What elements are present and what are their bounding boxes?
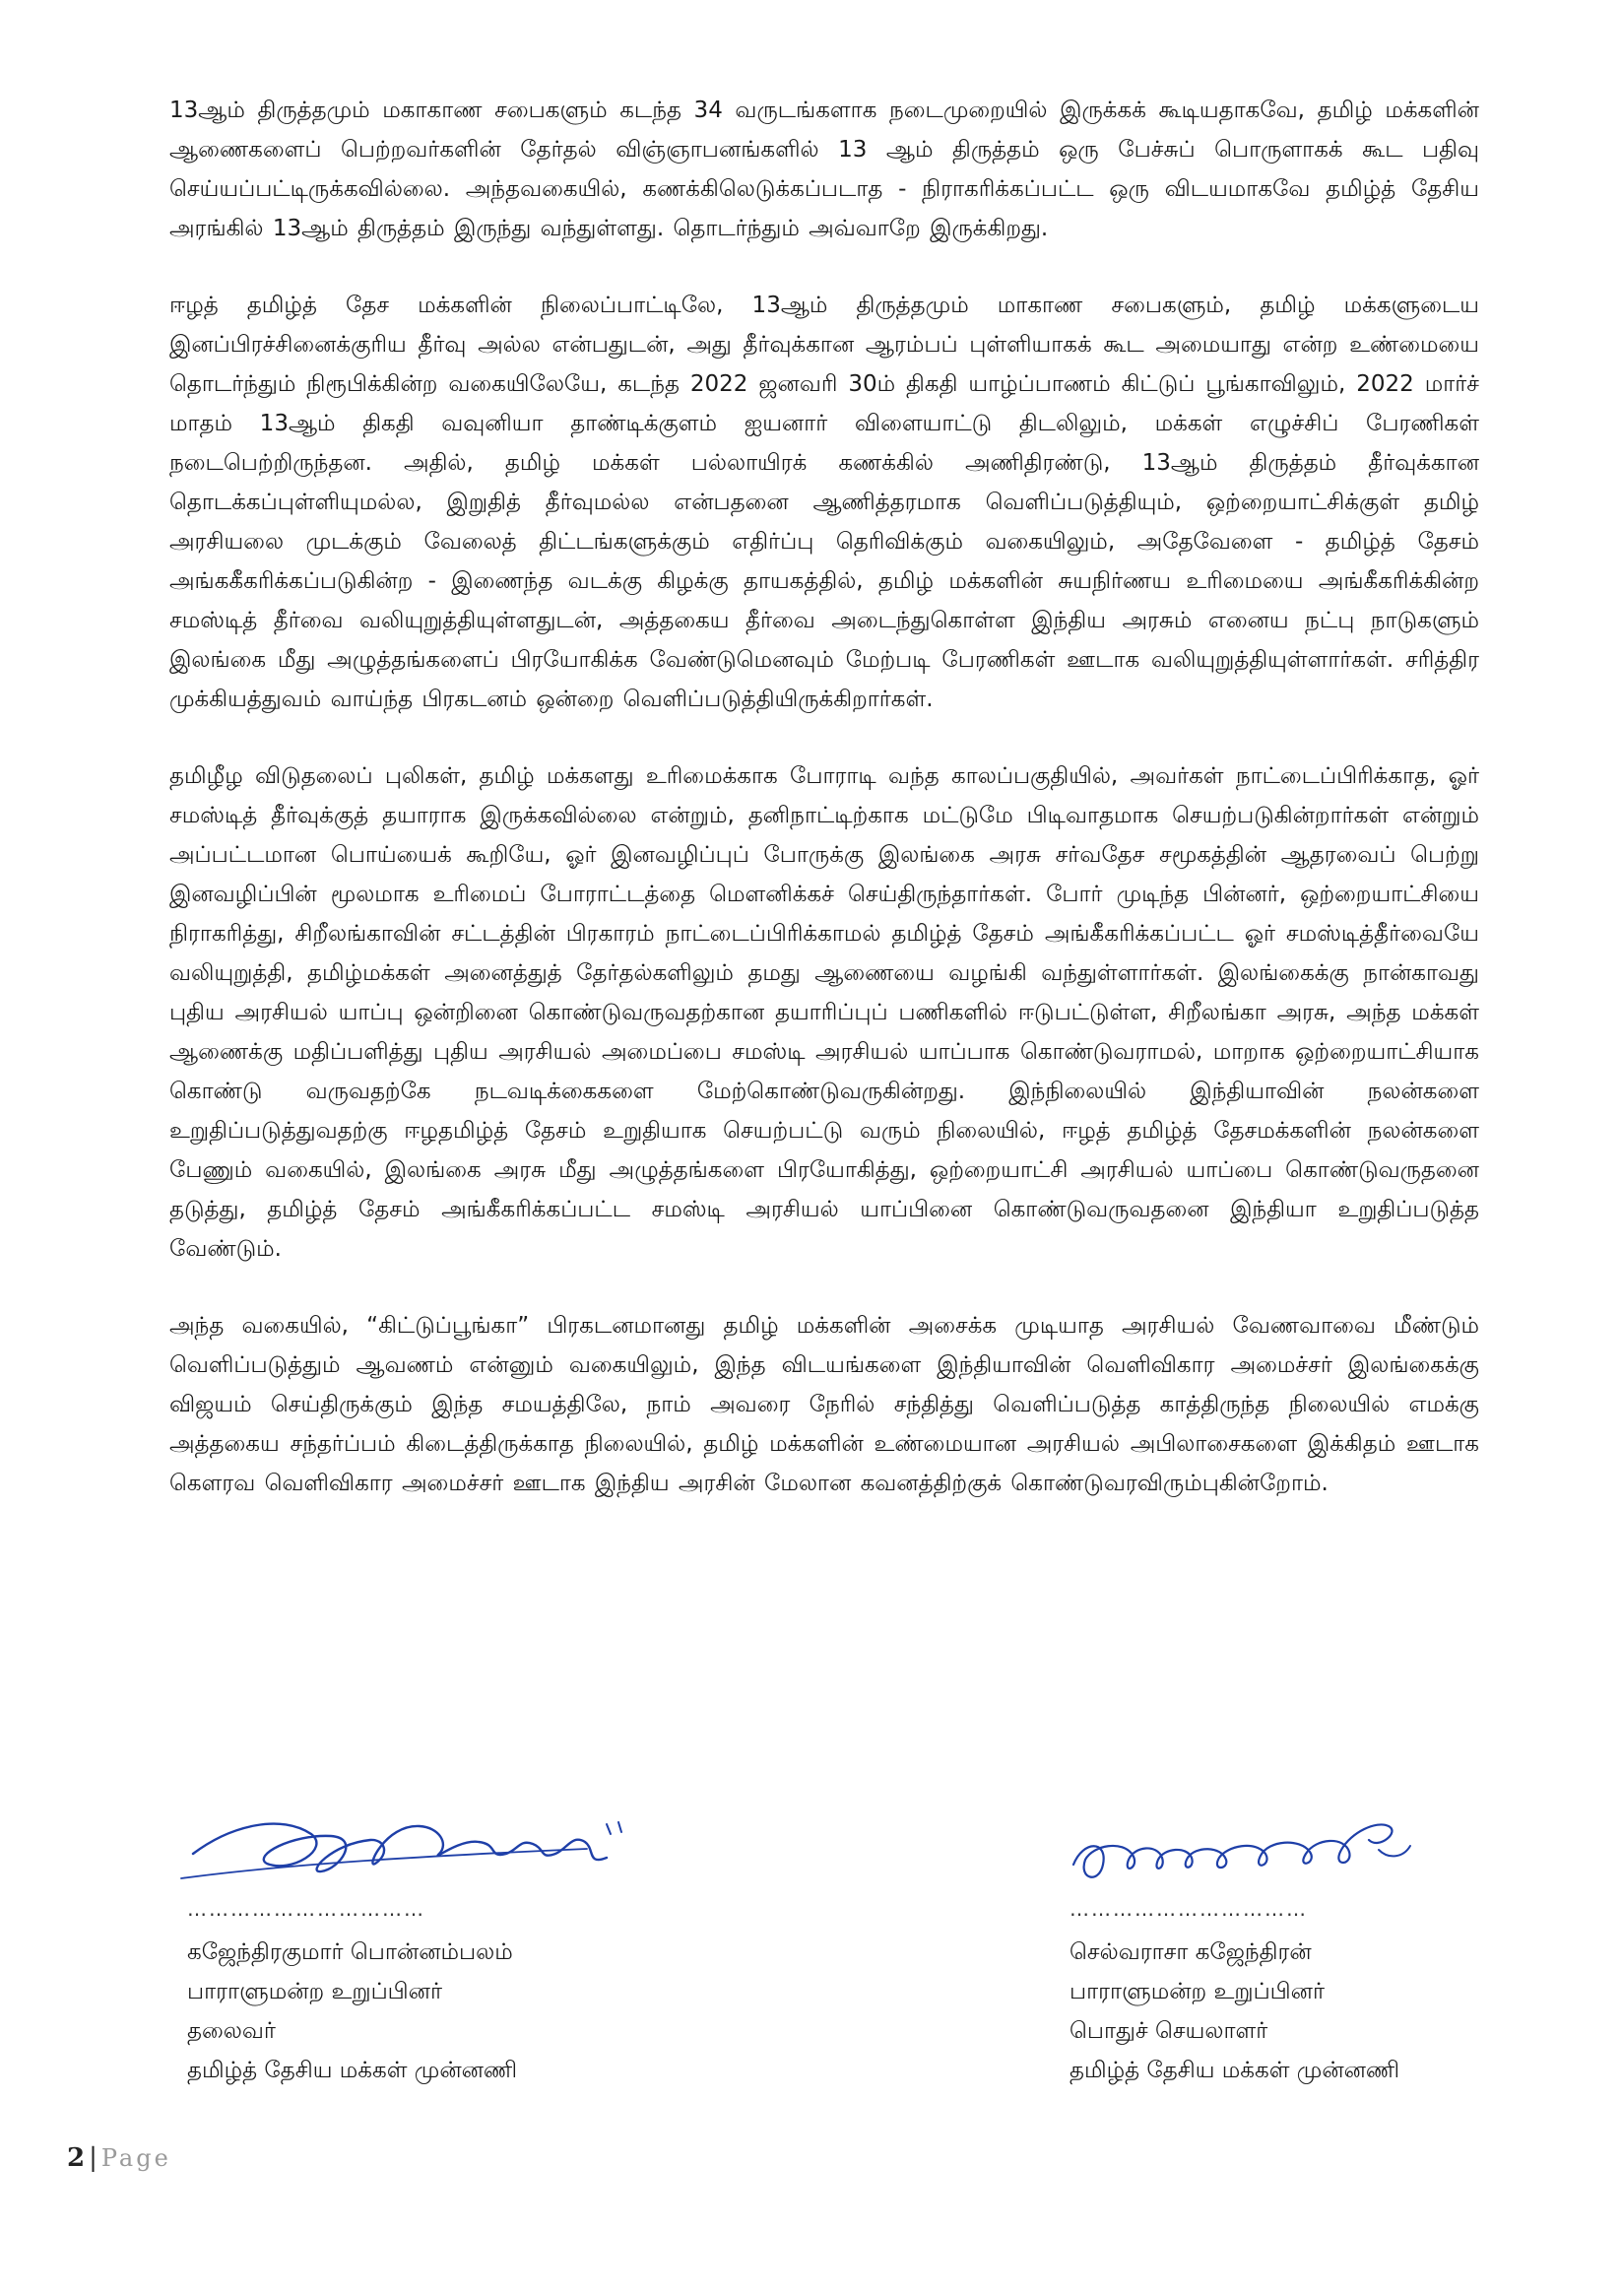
right-signatory-party: தமிழ்த் தேசிய மக்கள் முன்னணி — [1070, 2058, 1400, 2083]
right-signature — [1064, 1810, 1438, 1909]
right-signature-dots: …………………………… — [1070, 1897, 1308, 1921]
page-word: Page — [100, 2144, 171, 2172]
left-signature-dots: …………………………… — [187, 1897, 425, 1921]
paragraph-1: 13ஆம் திருத்தமும் மகாகாண சபைகளும் கடந்த 34 வருடங்களாக நடைமுறையில் இருக்கக் கூடியதாகவே, தமிழ் மக்களின் ஆணைகளைப் பெற்றவர்களின் தேர்தல் விஞ்ஞாபனங்களில் 13 ஆம் திருத்தம் ஒரு பேச்சுப் பொருளாகக் கூட பதிவு செய்யப்பட்டிருக்கவில்லை. அந்தவகையில், கணக்கிலெடுக்கப்படாத - நிராகரிக்கப்பட்ட ஒரு விடயமாகவே தமிழ்த் தேசிய அரங்கில் 13ஆம் திருத்தம் இருந்து வந்துள்ளது. தொடர்ந்தும் அவ்வாறே இருக்கிறது. — [169, 98, 1479, 241]
left-signatory — [187, 1933, 699, 2090]
page-number: 2 — [67, 2143, 86, 2173]
paragraph-3: தமிழீழ விடுதலைப் புலிகள், தமிழ் மக்களது உரிமைக்காக போராடி வந்த காலப்பகுதியில், அவர்கள் நாட்டைப்பிரிக்காத, ஓர் சமஸ்டித் தீர்வுக்குத் தயாராக இருக்கவில்லை என்றும், தனிநாட்டிற்காக மட்டுமே பிடிவாதமாக செயற்படுகின்றார்கள் என்றும் அப்பட்டமான பொய்யைக் கூறியே, ஓர் இனவழிப்புப் போருக்கு இலங்கை அரசு சர்வதேச சமூகத்தின் ஆதரவைப் பெற்று இனவழிப்பின் மூலமாக உரிமைப் போராட்டத்தை மௌனிக்கச் செய்திருந்தார்கள். போர் முடிந்த பின்னர், ஒற்றையாட்சியை நிராகரித்து, சிறீலங்காவின் சட்டத்தின் பிரகாரம் நாட்டைப்பிரிக்காமல் தமிழ்த் தேசம் அங்கீகரிக்கப்பட்ட ஓர் சமஸ்டித்தீர்வையே வலியுறுத்தி, தமிழ்மக்கள் அனைத்துத் தேர்தல்களிலும் தமது ஆணையை வழங்கி வந்துள்ளார்கள். இலங்கைக்கு நான்காவது புதிய அரசியல் யாப்பு ஒன்றினை கொண்டுவருவதற்கான தயாரிப்புப் பணிகளில் ஈடுபட்டுள்ள, சிறீலங்கா அரசு, அந்த மக்கள் ஆணைக்கு மதிப்பளித்து புதிய அரசியல் அமைப்பை சமஸ்டி அரசியல் யாப்பாக கொண்டுவராமல், மாறாக ஒற்றையாட்சியாக கொண்டு வருவதற்கே நடவடிக்கைகளை மேற்கொண்டுவருகின்றது. இந்நிலையில் இந்தியாவின் நலன்களை உறுதிப்படுத்துவதற்கு ஈழதமிழ்த் தேசம் உறுதியாக செயற்பட்டு வரும் நிலையில், ஈழத் தமிழ்த் தேசமக்களின் நலன்களை பேணும் வகையில், இலங்கை அரசு மீது அழுத்தங்களை பிரயோகித்து, ஒற்றையாட்சி அரசியல் யாப்பை கொண்டுவருதனை தடுத்து, தமிழ்த் தேசம் அங்கீகரிக்கப்பட்ட சமஸ்டி அரசியல் யாப்பினை கொண்டுவருவதனை இந்தியா உறுதிப்படுத்த வேண்டும். — [169, 763, 1479, 1262]
left-signatory-name: கஜேந்திரகுமார் பொன்னம்பலம் — [187, 1939, 513, 1965]
page-footer — [67, 2143, 171, 2173]
paragraph-4: அந்த வகையில், “கிட்டுப்பூங்கா” பிரகடனமானது தமிழ் மக்களின் அசைக்க முடியாத அரசியல் வேணவாவை மீண்டும் வெளிப்படுத்தும் ஆவணம் என்னும் வகையிலும், இந்த விடயங்களை இந்தியாவின் வெளிவிகார அமைச்சர் இலங்கைக்கு விஜயம் செய்திருக்கும் இந்த சமயத்திலே, நாம் அவரை நேரில் சந்தித்து வெளிப்படுத்த காத்திருந்த நிலையில் எமக்கு அத்தகைய சந்தர்ப்பம் கிடைத்திருக்காத நிலையில், தமிழ் மக்களின் உண்மையான அரசியல் அபிலாசைகளை இக்கிதம் ஊடாக கௌரவ வெளிவிகார அமைச்சர் ஊடாக இந்திய அரசின் மேலான கவனத்திற்குக் கொண்டுவரவிரும்புகின்றோம். — [169, 1313, 1479, 1496]
paragraph-2: ஈழத் தமிழ்த் தேச மக்களின் நிலைப்பாட்டிலே, 13ஆம் திருத்தமும் மாகாண சபைகளும், தமிழ் மக்களுடைய இனப்பிரச்சினைக்குரிய தீர்வு அல்ல என்பதுடன், அது தீர்வுக்கான ஆரம்பப் புள்ளியாகக் கூட அமையாது என்ற உண்மையை தொடர்ந்தும் நிரூபிக்கின்ற வகையிலேயே, கடந்த 2022 ஜனவரி 30ம் திகதி யாழ்ப்பாணம் கிட்டுப் பூங்காவிலும், 2022 மார்ச் மாதம் 13ஆம் திகதி வவுனியா தாண்டிக்குளம் ஐயனார் விளையாட்டு திடலிலும், மக்கள் எழுச்சிப் பேரணிகள் நடைபெற்றிருந்தன. அதில், தமிழ் மக்கள் பல்லாயிரக் கணக்கில் அணிதிரண்டு, 13ஆம் திருத்தம் தீர்வுக்கான தொடக்கப்புள்ளியுமல்ல, இறுதித் தீர்வுமல்ல என்பதனை ஆணித்தரமாக வெளிப்படுத்தியும், ஒற்றையாட்சிக்குள் தமிழ் அரசியலை முடக்கும் வேலைத் திட்டங்களுக்கும் எதிர்ப்பு தெரிவிக்கும் வகையிலும், அதேவேளை - தமிழ்த் தேசம் அங்ககீகரிக்கப்படுகின்ற - இணைந்த வடக்கு கிழக்கு தாயகத்தில், தமிழ் மக்களின் சுயநிர்ணய உரிமையை அங்கீகரிக்கின்ற சமஸ்டித் தீர்வை வலியுறுத்தியுள்ளதுடன், அத்தகைய தீர்வை அடைந்துகொள்ள இந்திய அரசும் எனைய நட்பு நாடுகளும் இலங்கை மீது அழுத்தங்களைப் பிரயோகிக்க வேண்டுமெனவும் மேற்படி பேரணிகள் ஊடாக வலியுறுத்தியுள்ளார்கள். சரித்திர முக்கியத்துவம் வாய்ந்த பிரகடனம் ஒன்றை வெளிப்படுத்தியிருக்கிறார்கள். — [169, 293, 1479, 712]
left-signatory-title: தலைவர் — [187, 2018, 276, 2044]
document-body — [169, 91, 1479, 1541]
footer-separator: | — [89, 2143, 97, 2173]
left-signatory-role: பாராளுமன்ற உறுப்பினர் — [187, 1979, 442, 2004]
right-signatory-role: பாராளுமன்ற உறுப்பினர் — [1070, 1979, 1325, 2004]
right-signatory-title: பொதுச் செயலாளர் — [1070, 2018, 1268, 2044]
right-signatory-name: செல்வராசா கஜேந்திரன் — [1070, 1939, 1312, 1965]
left-signatory-party: தமிழ்த் தேசிய மக்கள் முன்னணி — [187, 2058, 518, 2083]
right-signatory — [1070, 1933, 1483, 2090]
left-signature — [173, 1795, 666, 1903]
